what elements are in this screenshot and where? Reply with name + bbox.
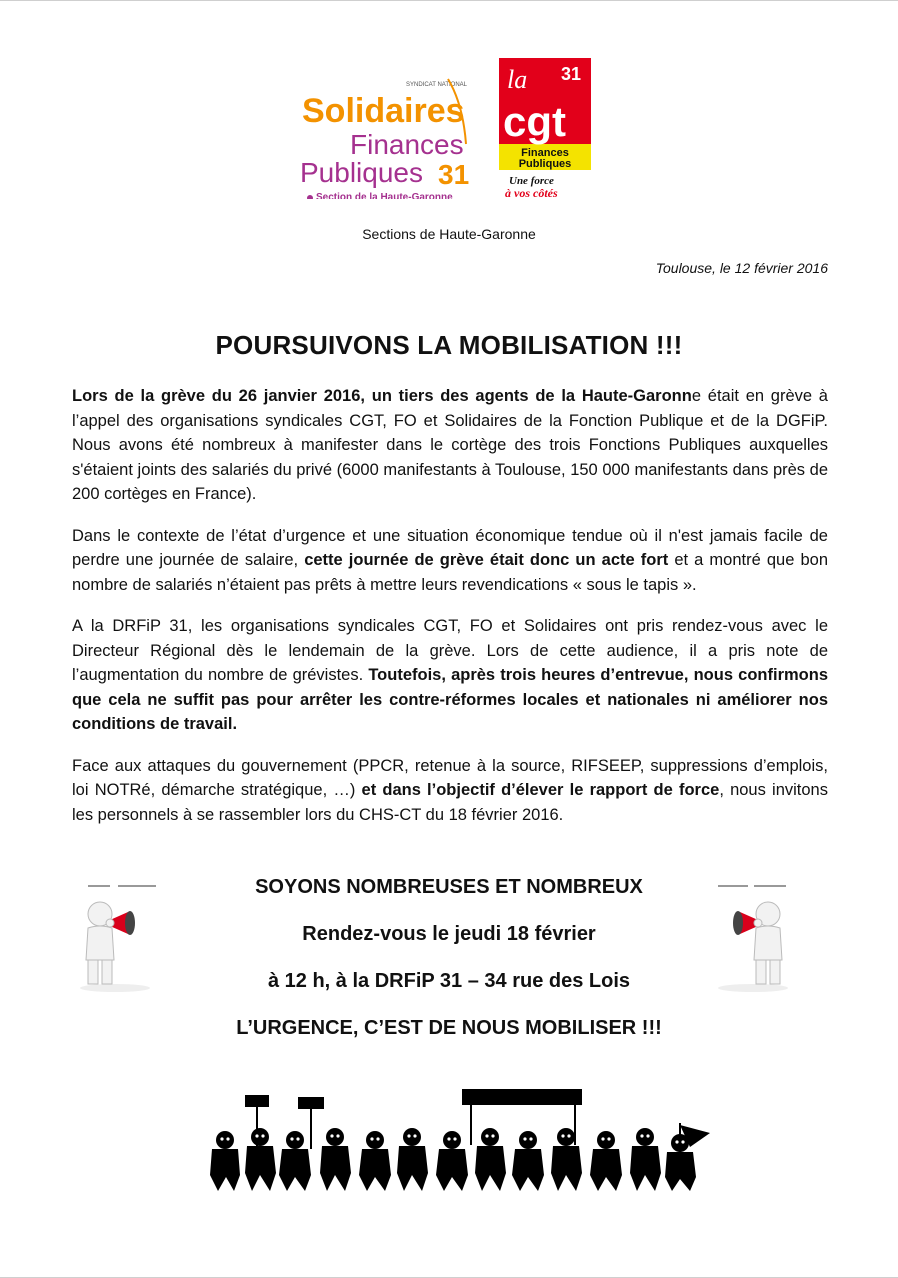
body-text [72,384,828,844]
paragraph-4-bold: et dans l’objectif d’élever le rapport de force [361,781,720,799]
paragraph-2-a: Dans le contexte de l’état d’urgence et une situation économique tendue où il n'est jamais facile de perdre une journée de salaire, [72,526,828,569]
callout-line-1: SOYONS NOMBREUSES ET NOMBREUX [255,876,643,898]
solidaires-logo [298,74,483,199]
document-date: Toulouse, le 12 février 2016 [655,260,828,276]
solidaires-number: 31 [438,159,470,190]
paragraph-4-b: , nous invitons les personnels à se rassembler lors du CHS-CT du 18 février 2016. [72,781,828,824]
paragraph-3-bold: Toutefois, après trois heures d’entrevue, nous confirmons que cela ne suffit pas pour arrêter les contre-réformes locales et nationales ni améliorer nos conditions de travail. [72,666,828,733]
cgt-logo [499,58,591,201]
solidaires-line3: Publiques [300,157,423,188]
cgt-number: 31 [561,64,582,84]
cgt-sub2: Publiques [518,158,572,170]
protest-crowd-icon [190,1085,710,1195]
callout-line-4: L’URGENCE, C’EST DE NOUS MOBILISER !!! [236,1017,662,1039]
cgt-slogan1: Une force [509,175,554,187]
solidaires-tag: SYNDICAT NATIONAL [406,82,468,88]
sections-label: Sections de Haute-Garonne [362,226,536,242]
paragraph-2 [72,524,828,598]
page-title: POURSUIVONS LA MOBILISATION !!! [215,330,683,360]
callout-block [0,872,898,1060]
paragraph-1-bold: Lors de la grève du 26 janvier 2016, un tiers des agents de la Haute-Garonn [72,387,692,405]
paragraph-1 [72,384,828,507]
cgt-sub1: Finances [521,147,569,159]
paragraph-3-a: A la DRFiP 31, les organisations syndicales CGT, FO et Solidaires ont pris rendez-vous avec le Directeur Régional dès le lendemain de la grève. Lors de cette audience, il a pris note de l’augmentation du nombre de grévistes. [72,617,828,684]
solidaires-line1: Solidaires [302,92,465,130]
paragraph-2-b: et a montré que bon nombre de salariés n’étaient pas prêts à mettre leurs revendications « sous le tapis ». [72,551,828,594]
cgt-la: la [507,65,528,94]
paragraph-4 [72,754,828,828]
paragraph-1-rest: e était en grève à l’appel des organisations syndicales CGT, FO et Solidaires de la Fonction Publique et de la DGFiP. Nous avons été nombreux à manifester dans le cortège des trois Fonctions Publiques auxquelles s'étaient joints des salariés du privé (6000 manifestants à Toulouse, 150 000 manifestants dans près de 200 cortèges en France). [72,387,828,503]
solidaires-line2: Finances [350,129,464,160]
solidaires-section: Section de la Haute-Garonne [316,192,453,199]
paragraph-2-bold: cette journée de grève était donc un acte fort [304,551,669,569]
cgt-slogan2: à vos côtés [505,186,558,200]
cgt-name: cgt [503,98,566,145]
callout-line-3: à 12 h, à la DRFiP 31 – 34 rue des Lois [267,970,631,992]
callout-line-2: Rendez-vous le jeudi 18 février [302,923,596,945]
paragraph-4-a: Face aux attaques du gouvernement (PPCR, retenue à la source, RIFSEEP, suppressions d’emplois, loi NOTRé, démarche stratégique, …) [72,756,828,799]
paragraph-3 [72,614,828,737]
logo-header [0,56,898,206]
